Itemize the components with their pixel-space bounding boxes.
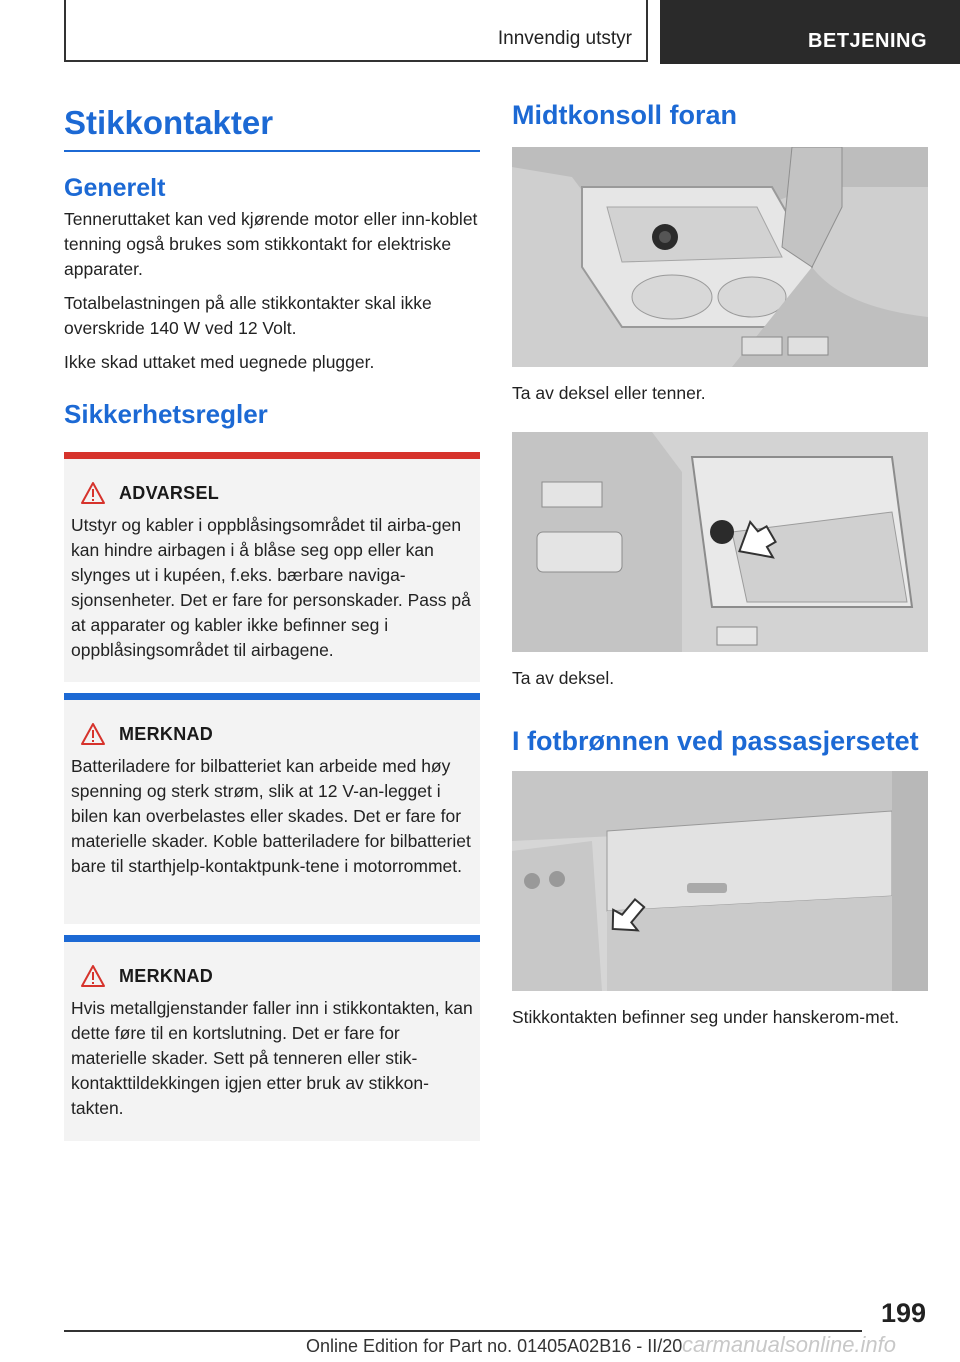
warning-title: ADVARSEL: [119, 482, 220, 503]
header-chapter-tab: [660, 0, 960, 64]
left-column: [64, 100, 480, 1141]
right-column: [512, 100, 928, 1030]
page-title: Stikkontakter: [64, 104, 274, 141]
caution-triangle-icon: [80, 964, 106, 988]
footer-edition: Online Edition for Part no. 01405A02B16 - II/20: [306, 1336, 683, 1356]
console-heading: Midtkonsoll foran: [512, 100, 737, 130]
header-chapter-label: BETJENING: [808, 30, 927, 52]
note-1-title: MERKNAD: [119, 723, 214, 744]
general-paragraph-3: Ikke skad uttaket med uegnede plugger.: [64, 352, 375, 372]
note-1-text: Batteriladere for bilbatteriet kan arbeide med høy spenning og sterk strøm, slik at 12 V-an-legget i bilen kan overbelastes eller skades. Det er fare for materielle skader. Koble batteriladere for bilbatteriet bare til starthjelp-kontaktpunk-tene i motorrommet.: [71, 756, 471, 876]
watermark: carmanualsonline.info: [682, 1332, 897, 1357]
footwell-heading: I fotbrønnen ved passasjersetet: [512, 726, 919, 756]
general-paragraph-2: Totalbelastningen på alle stikkontakter skal ikke overskride 140 W ved 12 Volt.: [64, 293, 432, 338]
note-box-1: [64, 693, 480, 924]
footwell-image: [512, 771, 928, 991]
general-paragraph-1: Tenneruttaket kan ved kjørende motor eller inn-koblet tenning også brukes som stikkontakt for elektriske apparater.: [64, 209, 478, 279]
page-number: 199: [880, 1298, 926, 1328]
note-2-text: Hvis metallgjenstander faller inn i stikkontakten, kan dette føre til en kortslutning. Det er fare for materielle skader. Sett på tenneren eller stik-kontakttildekkingen igjen etter bruk av stikkon-takten.: [71, 998, 473, 1118]
warning-box: [64, 452, 480, 682]
note-box-2: [64, 935, 480, 1141]
center-console-image: [512, 147, 928, 367]
console-cover-image: [512, 432, 928, 652]
note-2-title: MERKNAD: [119, 965, 214, 986]
header-section-box: [64, 0, 648, 62]
safety-heading: Sikkerhetsregler: [64, 399, 268, 429]
header-section-title: Innvendig utstyr: [497, 28, 632, 49]
caption-1: Ta av deksel eller tenner.: [512, 383, 706, 403]
caption-2: Ta av deksel.: [512, 668, 615, 688]
general-heading: Generelt: [64, 174, 166, 202]
caption-3: Stikkontakten befinner seg under hanskerom-met.: [512, 1007, 900, 1027]
warning-triangle-icon: [80, 481, 106, 505]
warning-text: Utstyr og kabler i oppblåsingsområdet til airba-gen kan hindre airbagen i å blåse seg opp eller kan slynges ut i kupéen, f.eks. bærbare naviga-sjonsenheter. Det er fare for personskader. Pass på at apparater og kabler ikke befinner seg i oppblåsingsområdet til airbagene.: [71, 515, 471, 660]
title-rule: [64, 150, 480, 152]
caution-triangle-icon: [80, 722, 106, 746]
